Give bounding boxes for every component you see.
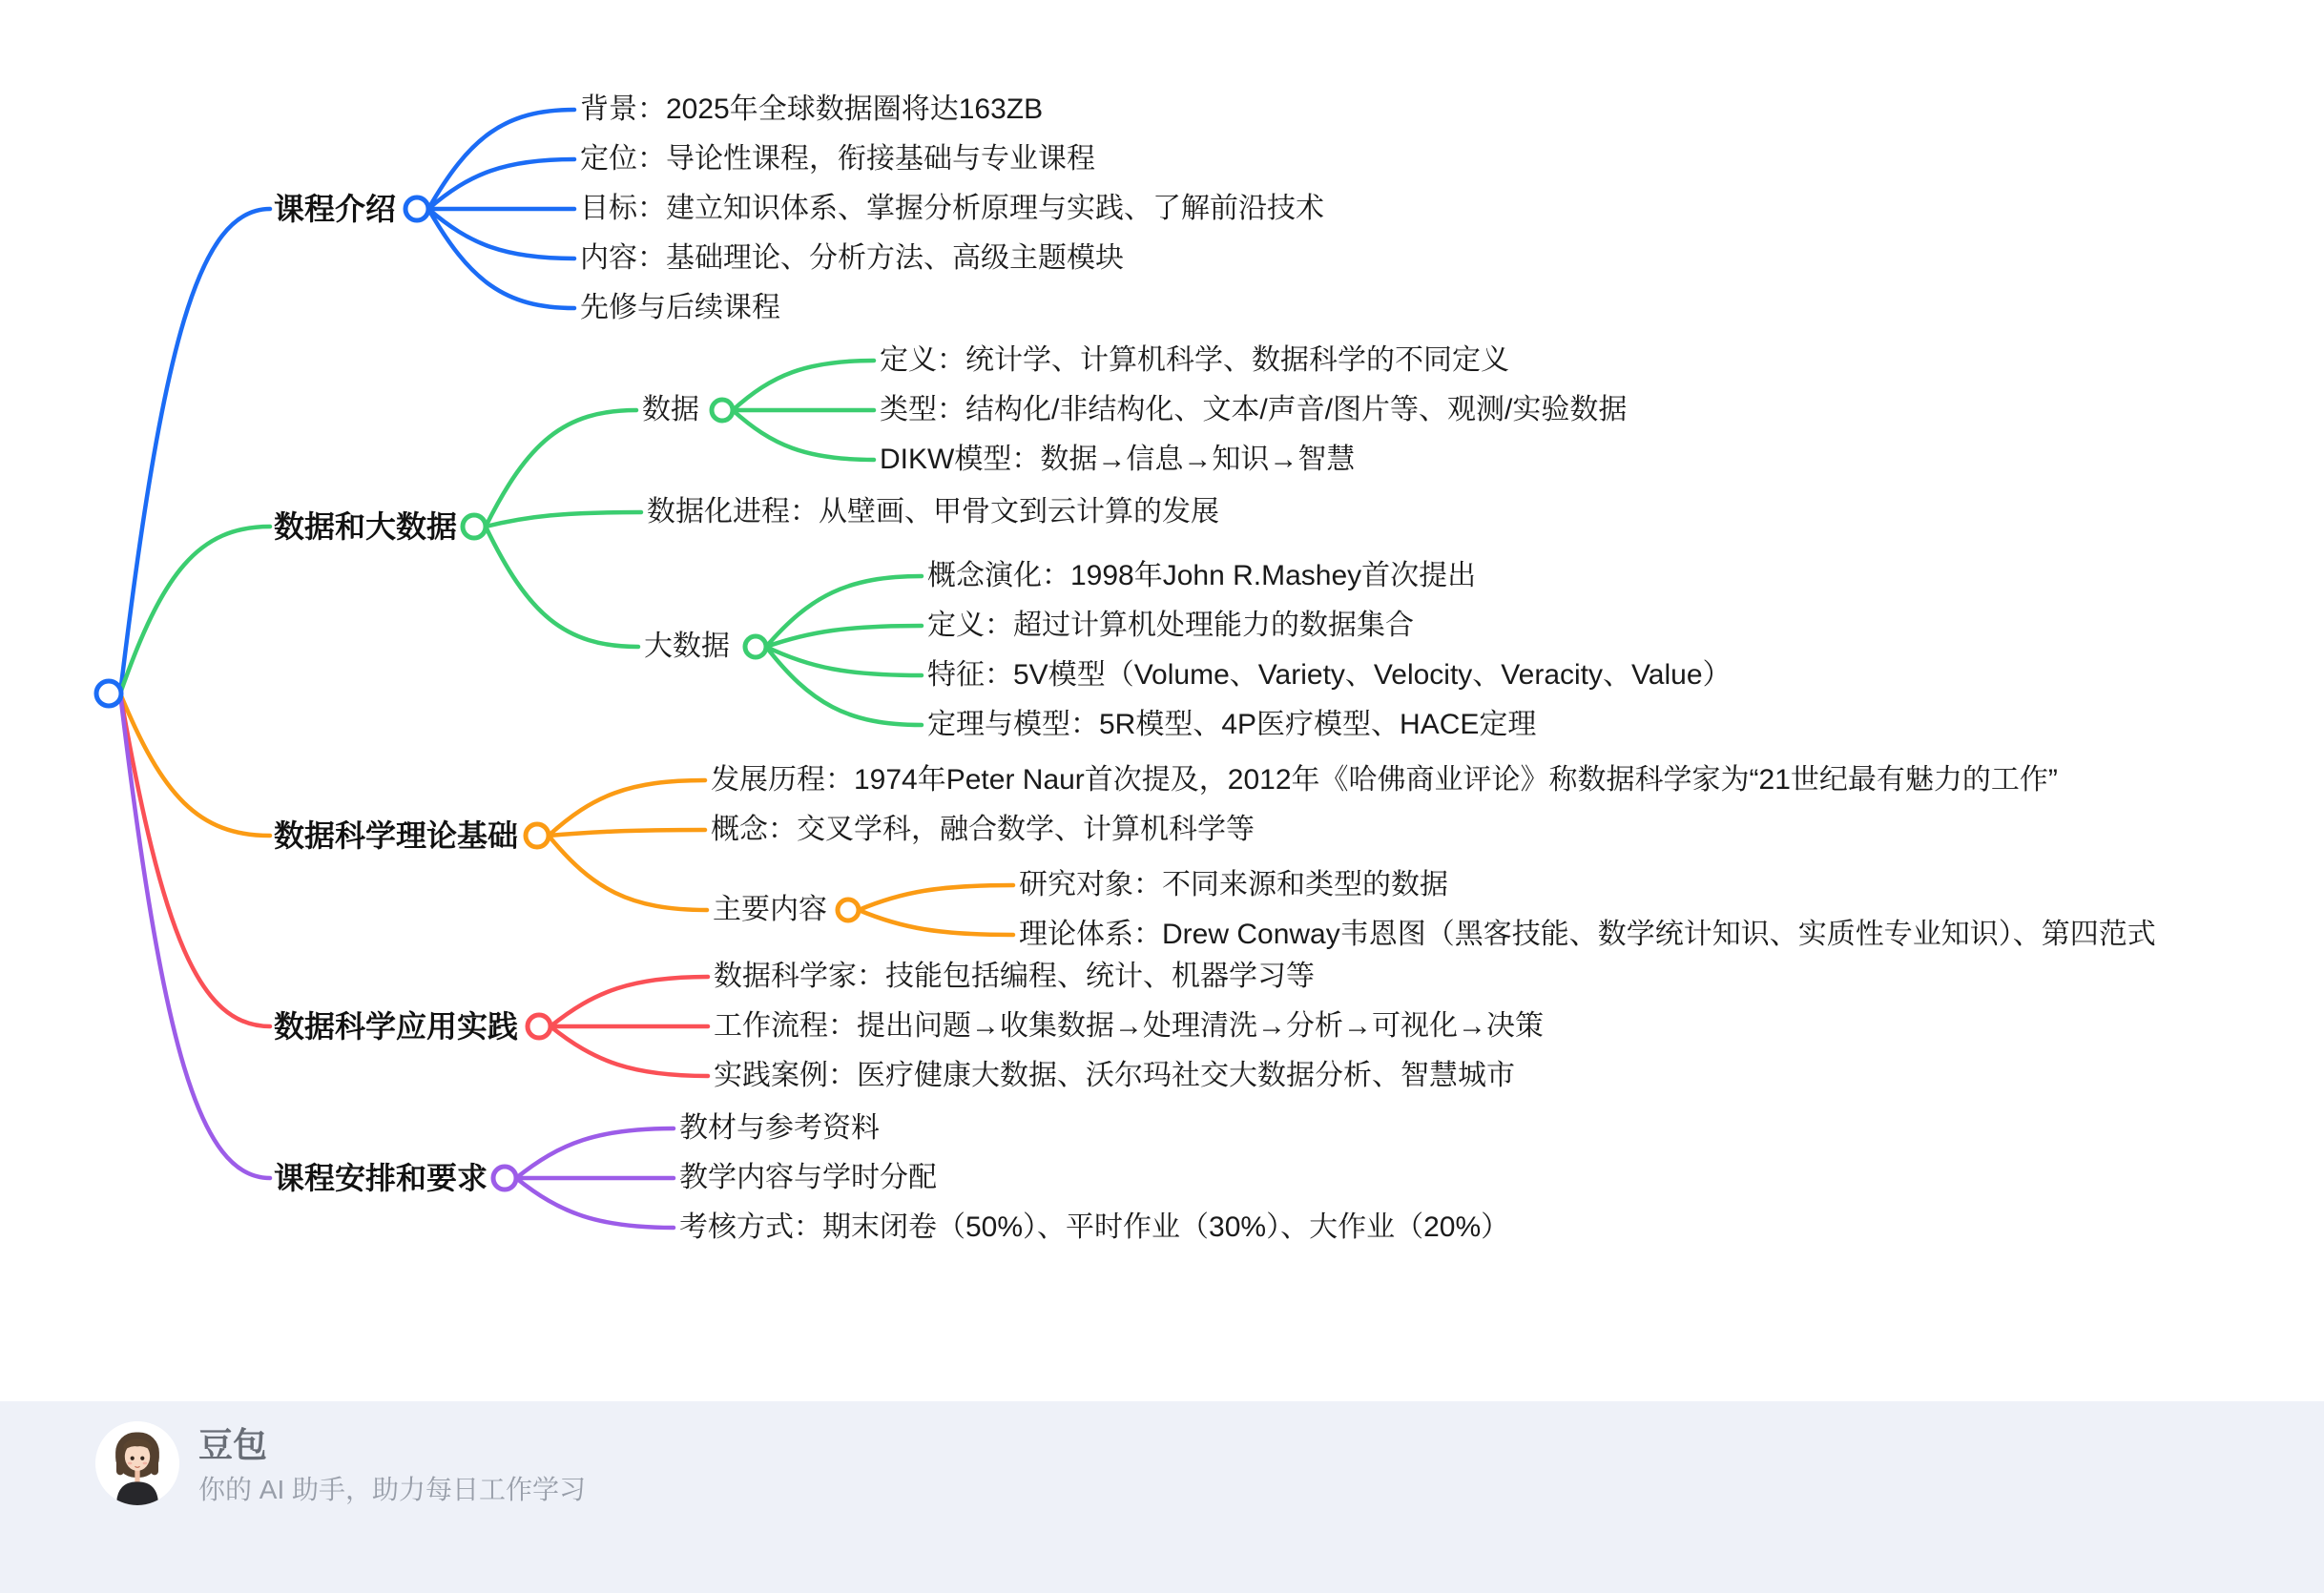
branch-curve (859, 885, 1013, 910)
leaf-node: 数据化进程：从壁画、甲骨文到云计算的发展 (647, 496, 1219, 528)
doubao-avatar (95, 1421, 179, 1505)
node-circle-data-bigdata (463, 515, 486, 538)
leaf-node: 实践案例：医疗健康大数据、沃尔玛社交大数据分析、智慧城市 (714, 1060, 1515, 1091)
branch-curve (766, 576, 922, 647)
leaf-node: 类型：结构化/非结构化、文本/声音/图片等、观测/实验数据 (880, 394, 1628, 425)
node-circle-course-intro (405, 197, 428, 220)
branch-curve (733, 361, 874, 410)
leaf-node: 特征：5V模型（Volume、Variety、Velocity、Veracity、Value） (927, 659, 1732, 691)
branch-label-data-bigdata: 数据和大数据 (274, 509, 458, 544)
node-circle-data (712, 400, 733, 421)
branch-curve (486, 527, 638, 647)
node-circle-practice (528, 1015, 550, 1038)
branch-curve (859, 910, 1013, 935)
branch-curve (733, 410, 874, 460)
leaf-node: DIKW模型：数据→信息→知识→智慧 (880, 444, 1356, 475)
branch-curve (120, 527, 270, 693)
node-circle-main-content (838, 900, 859, 921)
leaf-node: 理论体系：Drew Conway韦恩图（黑客技能、数学统计知识、实质性专业知识）、第四范式 (1019, 919, 2156, 950)
leaf-node: 概念演化：1998年John R.Mashey首次提出 (927, 560, 1477, 591)
leaf-node: 定义：超过计算机处理能力的数据集合 (927, 610, 1414, 641)
branch-curve (766, 626, 922, 647)
leaf-node: 数据科学家：技能包括编程、统计、机器学习等 (714, 961, 1315, 992)
node-circle-arrangement (493, 1167, 516, 1190)
leaf-node: 发展历程：1974年Peter Naur首次提及，2012年《哈佛商业评论》称数据科学家为“21世纪最有魅力的工作” (711, 764, 2058, 796)
leaf-node: 考核方式：期末闭卷（50%）、平时作业（30%）、大作业（20%） (679, 1211, 1510, 1243)
root-node-circle (96, 681, 121, 706)
brand-name: 豆包 (198, 1425, 268, 1464)
branch-curve (550, 1026, 708, 1076)
branch-curve (549, 780, 705, 836)
leaf-node: 概念：交叉学科，融合数学、计算机科学等 (711, 814, 1255, 845)
subnode-label-main-content: 主要内容 (713, 894, 827, 925)
node-circle-theory (526, 824, 549, 847)
leaf-node: 工作流程：提出问题→收集数据→处理清洗→分析→可视化→决策 (714, 1010, 1544, 1042)
branch-curve (428, 209, 574, 259)
branch-curve (486, 512, 641, 527)
branch-curve (120, 693, 270, 1178)
avatar-illustration (95, 1421, 179, 1505)
branch-curve (549, 830, 705, 836)
leaf-node: 教学内容与学时分配 (679, 1162, 937, 1193)
leaf-node: 目标：建立知识体系、掌握分析原理与实践、了解前沿技术 (580, 193, 1324, 224)
brand-tagline: 你的 AI 助手，助力每日工作学习 (198, 1475, 587, 1504)
leaf-node: 教材与参考资料 (679, 1112, 880, 1144)
branch-curve (120, 209, 270, 693)
branch-label-arrangement: 课程安排和要求 (274, 1161, 488, 1195)
leaf-node: 定位：导论性课程，衔接基础与专业课程 (580, 143, 1095, 175)
leaf-node: 定义：统计学、计算机科学、数据科学的不同定义 (880, 344, 1509, 376)
branch-curve (550, 977, 708, 1026)
branch-curve (486, 410, 636, 527)
branch-label-course-intro: 课程介绍 (274, 192, 397, 226)
leaf-node: 定理与模型：5R模型、4P医疗模型、HACE定理 (927, 709, 1537, 740)
branch-label-practice: 数据科学应用实践 (274, 1009, 519, 1044)
branch-curve (516, 1128, 674, 1178)
subnode-label-bigdata: 大数据 (644, 631, 730, 662)
node-circle-bigdata (745, 636, 766, 657)
branch-curve (428, 159, 574, 209)
leaf-node: 内容：基础理论、分析方法、高级主题模块 (580, 242, 1124, 274)
leaf-node: 背景：2025年全球数据圈将达163ZB (580, 93, 1044, 125)
branch-curve (516, 1178, 674, 1228)
leaf-node: 先修与后续课程 (580, 292, 780, 323)
brand-footer (0, 1401, 2324, 1593)
subnode-label-data: 数据 (642, 394, 699, 425)
leaf-node: 研究对象：不同来源和类型的数据 (1019, 869, 1448, 900)
branch-curve (549, 836, 707, 910)
branch-label-theory: 数据科学理论基础 (274, 818, 519, 853)
